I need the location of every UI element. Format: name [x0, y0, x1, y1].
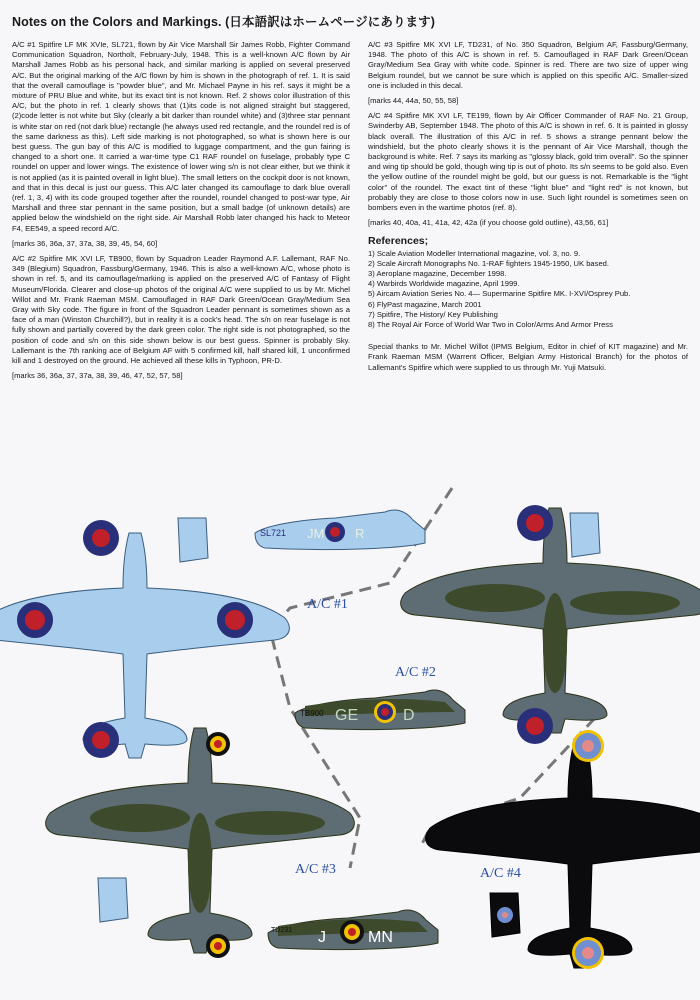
ac1-profile — [255, 510, 425, 550]
ac2-cowl-panel — [570, 513, 600, 557]
ac3-upper-roundel — [206, 732, 230, 756]
reference-item: 8) The Royal Air Force of World War Two in Color/Arms And Armor Press — [368, 320, 613, 330]
ac1-code-right: R — [355, 526, 365, 541]
ac3-serial: TD231 — [271, 927, 293, 934]
ac3-planform — [46, 728, 355, 953]
ac2-lower-roundel — [517, 708, 553, 744]
ac4-note — [368, 111, 688, 213]
right-column — [368, 40, 688, 378]
ac2-header: A/C #2 Spitfire MK XVI LF, TB900, flown by Squadron Leader Raymond A.F. Lallemant, RAF No. 349 (Blegium) Squadron, Fassburg/Germany, 1946. — [12, 254, 350, 274]
ac3-note — [368, 40, 688, 91]
ac2-label: A/C #2 — [395, 665, 436, 680]
left-column — [12, 40, 350, 387]
special-thanks: Special thanks to Mr. Michel Willot (IPMS Belgium, Editor in chief of KIT magazine) and Mr. Frank Raeman MSM (Warrent Officer, Belgian Army Historical Branch) for the photos of Lallemant's Spitfire which were supplied to us through Mr. Yuji Matsuki. — [368, 342, 688, 372]
ac1-code-left: JM — [307, 526, 325, 541]
ac1-note — [12, 40, 350, 234]
ac4-header: A/C #4 Spitfire MK XVI LF, TE199, flown by Air Officer Commander of RAF No. 21 Group, Swinderby AB, September 1948. — [368, 111, 688, 131]
ac2-note — [12, 254, 350, 366]
ac1-upper-roundel — [83, 520, 119, 556]
reference-item: 1) Scale Aviation Modeller International magazine, vol. 3, no. 9. — [368, 248, 581, 258]
references-title: References; — [368, 235, 429, 248]
ac3-cowl-panel — [98, 878, 128, 922]
ac2-code-right: D — [403, 707, 415, 724]
ac4-planform — [426, 743, 700, 968]
ac4-label: A/C #4 — [480, 866, 521, 881]
ac3-label: A/C #3 — [295, 862, 336, 877]
ac3-lower-roundel — [206, 934, 230, 958]
ac3-code-right: MN — [368, 929, 393, 946]
ac2-upper-roundel — [517, 505, 553, 541]
ac2-marks: [marks 36, 36a, 37, 37a, 38, 39, 46, 47, 52, 57, 58] — [12, 371, 183, 381]
ac3-marks: [marks 44, 44a, 50, 55, 58] — [368, 96, 459, 106]
ac4-body: The photo of this A/C is shown in ref. 6. It is painted in glossy black overall. The illustration of this A/C in ref. 5 shows a strange pennant below the windshield, but the photo clearly shows it is the pennant of Air Vice Marshall, though the background is white. Ref. 7 says its marking as "glossy black, gold trim overall". So the spinner and wing tip should be gold, though wing tip is out of photo. Its s/n seems to be gold also. Even the yellow outline of the roundel might be gold, but our guess is not. Remarkable is the "light color" of the roundel. The exact tint of these "light blue" and "light red" is not known, but probably they are close to those colors now in use. Such light roundel is sometimes seen on bombers even in the wartime photos (ref. 8). — [368, 121, 688, 213]
ac3-header: A/C #3 Spitfire MK XVI LF, TD231, of No. 350 Squadron, Belgium AF, Fassburg/Germany, 1948. — [368, 40, 688, 60]
ac4-lower-roundel — [572, 937, 604, 969]
reference-item: 7) Spitfire, The History/ Key Publishing — [368, 309, 498, 319]
ac2-body: This is also a well-known A/C, whose photo is shown in ref. 5, and its camouflage/marking is applied on the preserved A/C of Fantasy of Flight Museum/Florida. Clearer and close-up photos of the original A/C were supplied to us by Mr. Michel Willot and Mr. Frank Raeman MSM. Camouflaged in RAF Dark Green/Ocean Gray/Medium Sea Gray with Sky code. The figure in front of the Squadron Leader pennant is sometimes shown as a face of a man (Winston Churchill?), but in reality it is a cock's head. The s/n on rear fuselage is not fully shown and partially covered by the dark green color. The right side is not photographed, so the position of code and s/n on this side shown below is our best guess. Spinner is probably Sky. Lallemant is the 7th ranking ace of Belgium AF with 5 confirmed kill, half shared kill, 1 unconfirmed kill and 1 destroyed on the ground. He achieved all these kills in Typhoon, PR-D. — [12, 264, 350, 366]
ac1-body: This is a well-known A/C flown by Air Marshall James Robb as his personal hack, and similar marking is applied on several preserved A/C. But the original marking of the A/C flown by him is shown in the photograph of ref. 1. It is said that the overall camouflage is "powder blue", and Mr. Michael Payne in his ref. says it might be a mixture of PRU Blue and white, but its exact tint is not known. Ref. 2 shows color illustration of this A/C, but the photo in ref. 1 clearly shows that (1)its code is not aligned straight but staggered, (2)code letter is not white but Sky (clearly a bit darker than roundel white) and (3)three star pennant is white star on red (not dark blue) rectangle (he always used red rectangle, and the roundel red is of the same darkness as this). Left side marking is not photographed, so what is shown here is our best guess. The gun bay of this A/C is modified to luggage compartment, and the gun fairing is changed to a short one. It carried a war-time type C1 RAF roundel on fuselage, probably type C roundel on upper and lower wings. The existence of lower wing s/n is not clear either, but we think it is not applied (as it is painted overall in light blue). The small letters on the cockpit door is not known, and that in this decal is just our guess. This A/C later changed its camouflage to dark blue overall (ref. 1, 3, 4) with its code grouped together after the roundel, roundel changed to post-war type, Air Marshall and three star pennant in the same position, but a small badge (of unknown details) are applied below the windshield on the right side. Air Marshall Robb later changed his hack to Meteor F4, EE549, a speed record A/C. — [12, 50, 351, 233]
ac1-label: A/C #1 — [307, 597, 348, 612]
references-list — [368, 249, 688, 331]
ac3-profile — [268, 910, 438, 950]
ac1-marks: [marks 36, 36a, 37, 37a, 38, 39, 45, 54, 60] — [12, 238, 158, 248]
ac1-lower-roundel — [83, 722, 119, 758]
aircraft-profiles-illustration — [0, 478, 700, 1000]
ac4-marks: [marks 40, 40a, 41, 41a, 42, 42a (if you choose gold outline), 43,56, 61] — [368, 218, 609, 228]
ac1-planform — [0, 533, 289, 758]
ac1-header: A/C #1 Spitfire LF MK XVIe, SL721, flown by Air Vice Marshall Sir James Robb, Fighter Command Communication Squadron, Northolt, February-July, 1948. — [12, 40, 350, 60]
ac3-code-left: J — [318, 929, 326, 946]
ac2-code-left: GE — [335, 707, 359, 724]
ac2-profile — [295, 690, 465, 730]
ac3-body: The photo of this A/C is shown in ref. 5. Camouflaged in RAF Dark Green/Ocean Gray/Medium Sea Gray with white code. Spinner is red. There are two size of upper wing Belgium roundel, but we cannot be sure which is applied on this specific A/C. Smaller-sized one is included in this decal. — [368, 50, 688, 90]
ac1-serial: SL721 — [260, 528, 287, 538]
reference-item: 4) Warbirds Worldwide magazine, April 1999. — [368, 279, 520, 289]
ac1-cowl-panel — [178, 518, 208, 562]
ac2-serial: TB900 — [300, 709, 324, 718]
reference-item: 3) Aeroplane magazine, December 1998. — [368, 269, 507, 279]
reference-item: 2) Scale Aircraft Monographs No. 1-RAF fighters 1945-1950, UK based. — [368, 258, 610, 268]
reference-item: 6) FlyPast magazine, March 2001 — [368, 299, 482, 309]
reference-item: 5) Aircam Aviation Series No. 4— Supermarine Spitfire MK. I-XVI/Osprey Pub. — [368, 289, 631, 299]
ac4-upper-roundel — [572, 730, 604, 762]
ac4-cowl-panel — [490, 893, 520, 937]
page-title: Notes on the Colors and Markings. (日本語訳はホームページにあります) — [12, 15, 436, 29]
